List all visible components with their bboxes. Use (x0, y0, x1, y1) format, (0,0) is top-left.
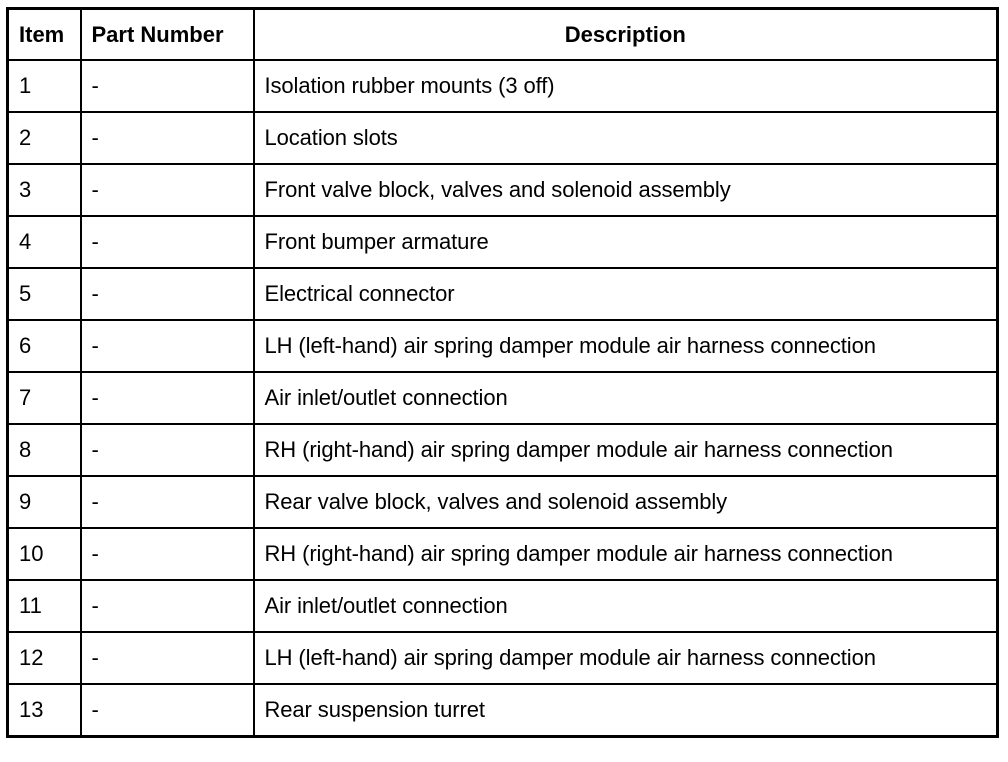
column-header-part-number: Part Number (81, 9, 254, 61)
item-cell: 5 (8, 268, 81, 320)
description-cell: Location slots (254, 112, 998, 164)
part-number-cell: - (81, 476, 254, 528)
description-cell: Air inlet/outlet connection (254, 580, 998, 632)
table-row (8, 476, 998, 528)
item-cell: 1 (8, 60, 81, 112)
description-cell: RH (right-hand) air spring damper module air harness connection (254, 424, 998, 476)
part-number-cell: - (81, 528, 254, 580)
part-number-cell: - (81, 268, 254, 320)
item-cell: 13 (8, 684, 81, 737)
part-number-cell: - (81, 372, 254, 424)
part-number-cell: - (81, 684, 254, 737)
part-number-cell: - (81, 632, 254, 684)
part-number-cell: - (81, 580, 254, 632)
item-cell: 8 (8, 424, 81, 476)
part-number-cell: - (81, 164, 254, 216)
description-cell: Air inlet/outlet connection (254, 372, 998, 424)
description-cell: Rear suspension turret (254, 684, 998, 737)
item-cell: 3 (8, 164, 81, 216)
table-row (8, 112, 998, 164)
description-cell: Front bumper armature (254, 216, 998, 268)
part-number-cell: - (81, 60, 254, 112)
description-cell: LH (left-hand) air spring damper module air harness connection (254, 632, 998, 684)
description-cell: Front valve block, valves and solenoid assembly (254, 164, 998, 216)
description-cell: Electrical connector (254, 268, 998, 320)
item-cell: 9 (8, 476, 81, 528)
parts-table (6, 7, 999, 738)
part-number-cell: - (81, 320, 254, 372)
description-cell: LH (left-hand) air spring damper module air harness connection (254, 320, 998, 372)
description-cell: Rear valve block, valves and solenoid assembly (254, 476, 998, 528)
item-cell: 2 (8, 112, 81, 164)
table-row (8, 164, 998, 216)
table-row (8, 372, 998, 424)
table-row (8, 580, 998, 632)
item-cell: 7 (8, 372, 81, 424)
table-row (8, 424, 998, 476)
table-row (8, 60, 998, 112)
item-cell: 4 (8, 216, 81, 268)
part-number-cell: - (81, 216, 254, 268)
description-cell: RH (right-hand) air spring damper module air harness connection (254, 528, 998, 580)
part-number-cell: - (81, 424, 254, 476)
table-row (8, 632, 998, 684)
column-header-item: Item (8, 9, 81, 61)
table-header-row (8, 9, 998, 61)
item-cell: 10 (8, 528, 81, 580)
part-number-cell: - (81, 112, 254, 164)
table-row (8, 528, 998, 580)
item-cell: 6 (8, 320, 81, 372)
table-row (8, 684, 998, 737)
table-row (8, 320, 998, 372)
table-row (8, 268, 998, 320)
table-row (8, 216, 998, 268)
description-cell: Isolation rubber mounts (3 off) (254, 60, 998, 112)
item-cell: 11 (8, 580, 81, 632)
column-header-description: Description (254, 9, 998, 61)
item-cell: 12 (8, 632, 81, 684)
